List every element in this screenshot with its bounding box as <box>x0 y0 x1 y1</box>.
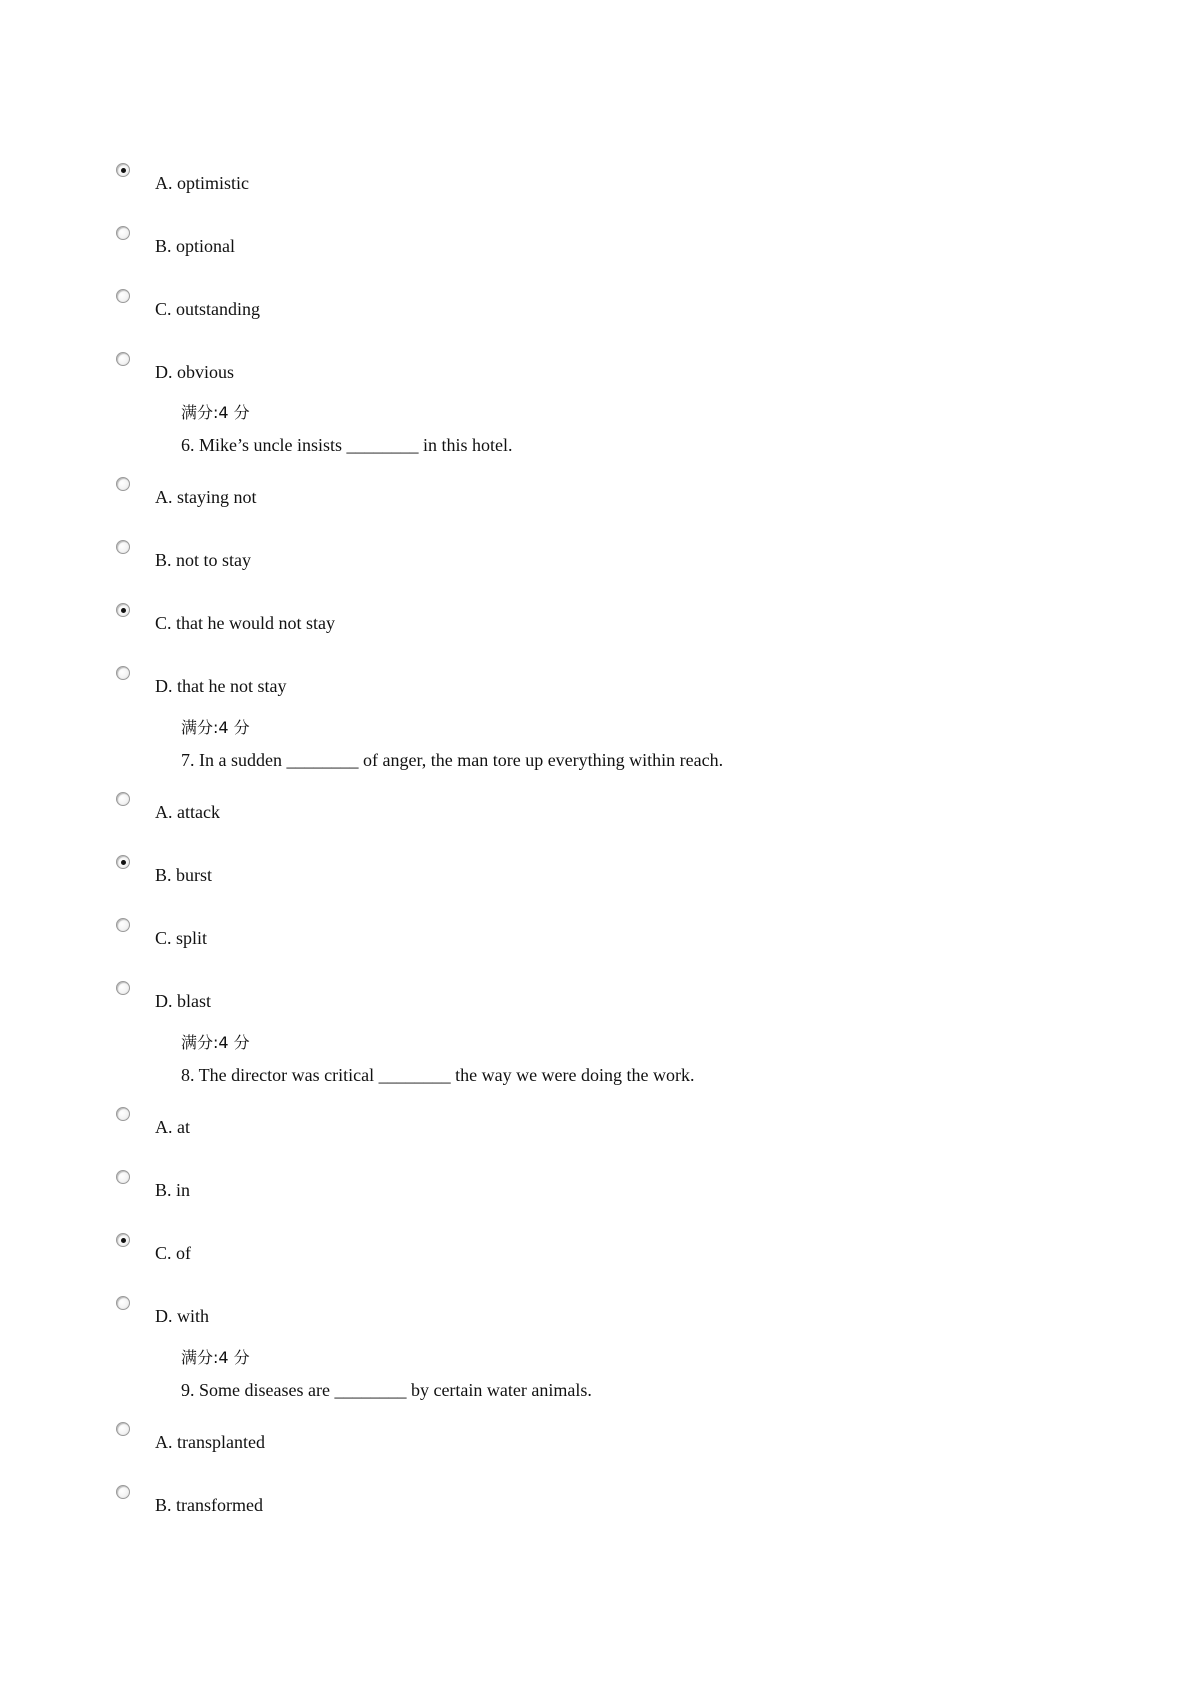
radio-selected-dot <box>121 608 126 613</box>
radio-selected-dot <box>121 1238 126 1243</box>
q5-option-d-radio[interactable] <box>116 352 130 366</box>
q7-option-b[interactable] <box>0 855 900 895</box>
q5-option-b-label: B. optional <box>155 236 235 256</box>
q9-option-a[interactable] <box>0 1422 900 1462</box>
q7-option-d[interactable] <box>0 981 900 1021</box>
q7-option-a-radio[interactable] <box>116 792 130 806</box>
q7-option-a[interactable] <box>0 792 900 832</box>
q7-option-c[interactable] <box>0 918 900 958</box>
q6-option-c[interactable] <box>0 603 900 643</box>
radio-selected-dot <box>121 860 126 865</box>
q6-option-c-radio[interactable] <box>116 603 130 617</box>
q6-option-b-label: B. not to stay <box>155 550 252 570</box>
q7-option-c-label: C. split <box>155 928 208 948</box>
q6-question-text: 6. Mike’s uncle insists ________ in this hotel. <box>181 435 513 455</box>
q5-option-b[interactable] <box>0 226 900 266</box>
radio-selected-dot <box>121 168 126 173</box>
q9-option-b[interactable] <box>0 1485 900 1525</box>
q8-option-b-radio[interactable] <box>116 1170 130 1184</box>
q6-score: 满分:4 分 <box>181 718 250 737</box>
q5-option-c[interactable] <box>0 289 900 329</box>
q6-option-d-label: D. that he not stay <box>155 676 287 696</box>
q6-option-a-radio[interactable] <box>116 477 130 491</box>
q9-question-text: 9. Some diseases are ________ by certain water animals. <box>181 1380 592 1400</box>
q8-option-d[interactable] <box>0 1296 900 1336</box>
q5-option-d[interactable] <box>0 352 900 392</box>
q8-score: 满分:4 分 <box>181 1348 250 1367</box>
q9-option-a-radio[interactable] <box>116 1422 130 1436</box>
q5-option-a-radio[interactable] <box>116 163 130 177</box>
q5-score: 满分:4 分 <box>181 403 250 422</box>
q8-option-a-radio[interactable] <box>116 1107 130 1121</box>
q8-option-c-label: C. of <box>155 1243 191 1263</box>
q7-option-c-radio[interactable] <box>116 918 130 932</box>
q5-option-a-label: A. optimistic <box>155 173 249 193</box>
q8-option-a[interactable] <box>0 1107 900 1147</box>
q5-option-c-label: C. outstanding <box>155 299 261 319</box>
q7-option-b-radio[interactable] <box>116 855 130 869</box>
q6-option-d-radio[interactable] <box>116 666 130 680</box>
q7-option-b-label: B. burst <box>155 865 213 885</box>
q8-option-a-label: A. at <box>155 1117 190 1137</box>
q8-option-d-radio[interactable] <box>116 1296 130 1310</box>
q8-option-c-radio[interactable] <box>116 1233 130 1247</box>
q6-option-c-label: C. that he would not stay <box>155 613 335 633</box>
q8-option-c[interactable] <box>0 1233 900 1273</box>
q8-option-d-label: D. with <box>155 1306 209 1326</box>
q7-option-a-label: A. attack <box>155 802 220 822</box>
q9-option-a-label: A. transplanted <box>155 1432 265 1452</box>
q7-option-d-label: D. blast <box>155 991 211 1011</box>
q7-question-text: 7. In a sudden ________ of anger, the man tore up everything within reach. <box>181 750 724 770</box>
q5-option-c-radio[interactable] <box>116 289 130 303</box>
q5-option-b-radio[interactable] <box>116 226 130 240</box>
q6-option-d[interactable] <box>0 666 900 706</box>
q6-option-a-label: A. staying not <box>155 487 257 507</box>
q9-option-b-radio[interactable] <box>116 1485 130 1499</box>
q8-question-text: 8. The director was critical ________ the way we were doing the work. <box>181 1065 695 1085</box>
q7-score: 满分:4 分 <box>181 1033 250 1052</box>
q8-option-b[interactable] <box>0 1170 900 1210</box>
q7-option-d-radio[interactable] <box>116 981 130 995</box>
q6-option-a[interactable] <box>0 477 900 517</box>
q5-option-d-label: D. obvious <box>155 362 235 382</box>
q6-option-b-radio[interactable] <box>116 540 130 554</box>
q5-option-a[interactable] <box>0 163 900 203</box>
q6-option-b[interactable] <box>0 540 900 580</box>
q8-option-b-label: B. in <box>155 1180 191 1200</box>
q9-option-b-label: B. transformed <box>155 1495 263 1515</box>
